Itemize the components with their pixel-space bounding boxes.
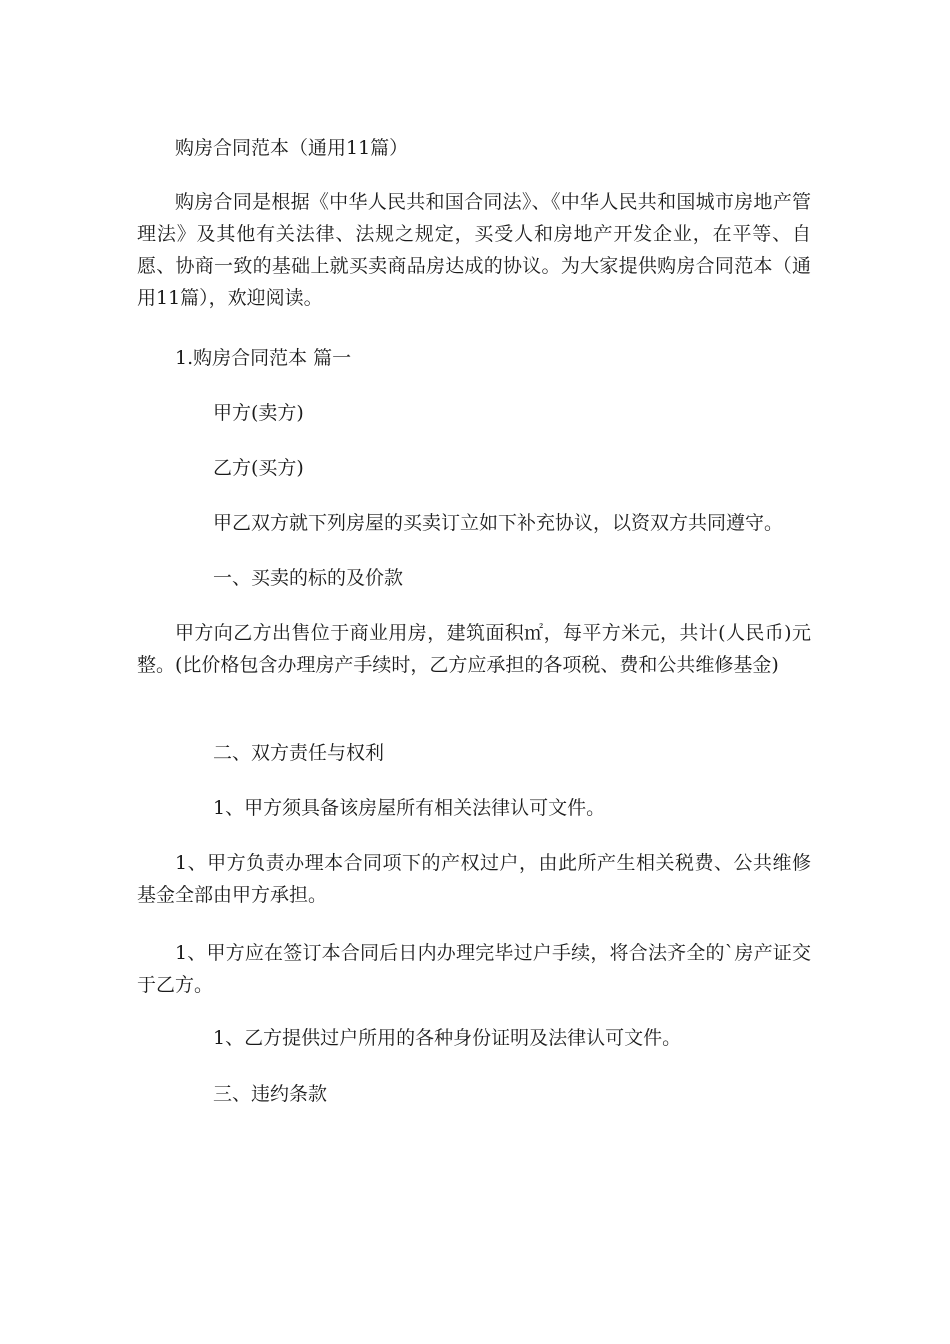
party-b-label: 乙方(买方)	[213, 457, 304, 479]
clause2-item-4: 1、乙方提供过户所用的各种身份证明及法律认可文件。	[213, 1027, 682, 1049]
clause2-heading: 二、双方责任与权利	[213, 742, 385, 764]
clause2-item-1: 1、甲方须具备该房屋所有相关法律认可文件。	[213, 797, 606, 819]
clause1-body: 甲方向乙方出售位于商业用房，建筑面积㎡，每平方米元，共计(人民币)元整。(比价格包含办理房产手续时，乙方应承担的各项税、费和公共维修基金)	[137, 622, 811, 676]
section-heading: 1.购房合同范本 篇一	[175, 347, 352, 369]
clause3-heading: 三、违约条款	[213, 1083, 328, 1105]
clause1-heading: 一、买卖的标的及价款	[213, 567, 404, 589]
document-title: 购房合同范本（通用11篇）	[175, 137, 409, 159]
party-a-label: 甲方(卖方)	[213, 402, 304, 424]
clause2-item-3: 1、甲方应在签订本合同后日内办理完毕过户手续，将合法齐全的`房产证交于乙方。	[137, 942, 811, 996]
clause2-item-2: 1、甲方负责办理本合同项下的产权过户，由此所产生相关税费、公共维修基金全部由甲方承担。	[137, 852, 811, 906]
intro-paragraph: 购房合同是根据《中华人民共和国合同法》、《中华人民共和国城市房地产管理法》及其他有关法律、法规之规定，买受人和房地产开发企业，在平等、自愿、协商一致的基础上就买卖商品房达成的协议。为大家提供购房合同范本（通用11篇），欢迎阅读。	[137, 191, 811, 309]
preamble-text: 甲乙双方就下列房屋的买卖订立如下补充协议，以资双方共同遵守。	[213, 512, 784, 534]
